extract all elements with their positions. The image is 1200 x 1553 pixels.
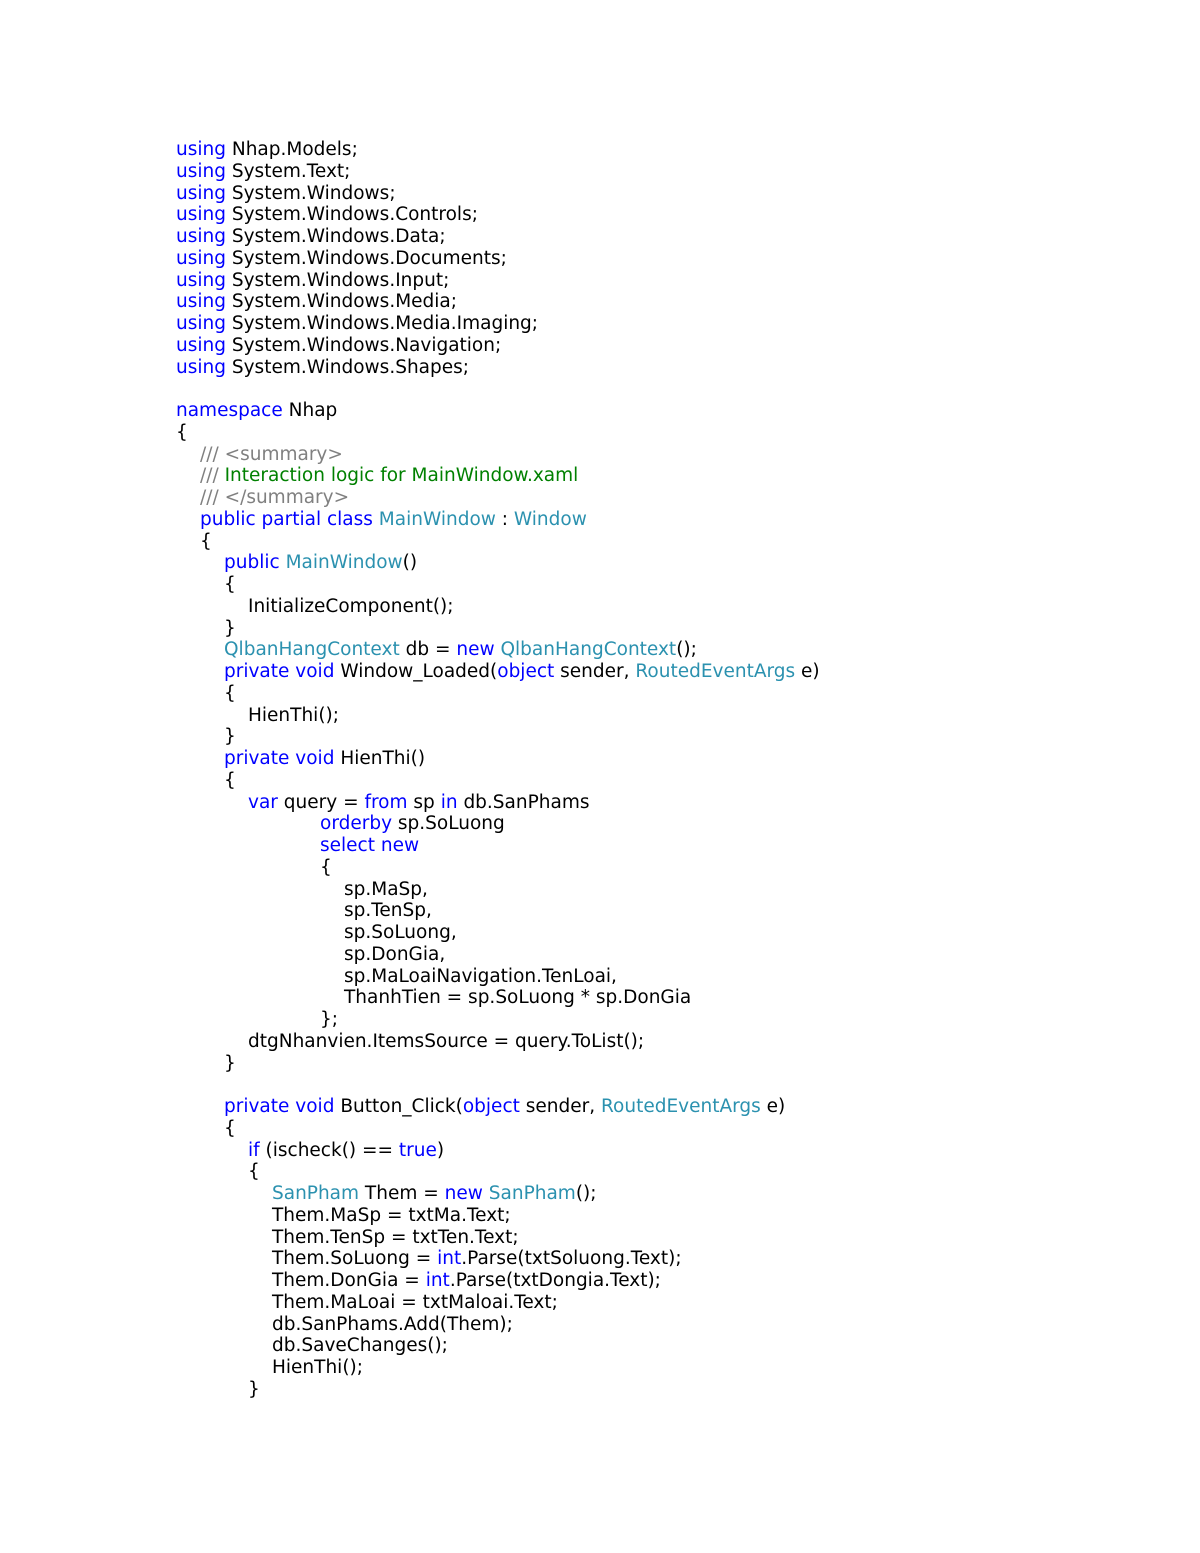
code-line [176, 1270, 1156, 1292]
code-line [176, 422, 1156, 444]
code-keyword: using [176, 182, 226, 204]
code-line [176, 444, 1156, 466]
code-line [176, 748, 1156, 770]
code-text: { [224, 769, 236, 791]
code-keyword: using [176, 204, 226, 226]
code-line [176, 1357, 1156, 1379]
code-xmldoc: /// [200, 465, 219, 487]
code-line [176, 509, 1156, 531]
code-line [176, 357, 1156, 379]
code-text: ) [436, 1139, 445, 1161]
code-keyword: if [248, 1139, 260, 1161]
code-line [176, 1118, 1156, 1140]
code-keyword: object [497, 661, 555, 682]
code-text: sender, [554, 661, 636, 682]
code-line [176, 922, 1156, 944]
code-text: { [248, 1161, 260, 1183]
code-keyword: using [176, 139, 226, 160]
code-line [176, 639, 1156, 661]
code-text: sp.MaLoaiNavigation.TenLoai, [344, 965, 617, 987]
code-text: System.Windows.Media; [225, 291, 457, 313]
code-line [176, 1096, 1156, 1118]
blank-line [176, 1074, 1156, 1096]
code-line [176, 705, 1156, 727]
code-text: Them = [359, 1183, 445, 1204]
code-text: } [224, 1052, 236, 1074]
code-text: sp.SoLuong, [344, 922, 457, 943]
code-type-name: QlbanHangContext [224, 639, 400, 661]
code-line [176, 465, 1156, 487]
code-line [176, 335, 1156, 357]
code-line [176, 270, 1156, 292]
code-text: Them.DonGia = [272, 1270, 426, 1291]
code-text: System.Windows.Media.Imaging; [225, 313, 539, 334]
code-type-name: Window [513, 508, 587, 530]
code-text: (); [676, 639, 697, 661]
code-text: db.SanPhams [457, 791, 590, 813]
code-keyword: using [176, 269, 226, 291]
code-text: System.Windows; [225, 182, 396, 204]
code-type-name: RoutedEventArgs [601, 1096, 761, 1117]
code-text: }; [320, 1009, 339, 1030]
code-line [176, 835, 1156, 857]
code-keyword: select new [320, 835, 420, 856]
code-text: HienThi() [334, 748, 426, 769]
code-text: db.SanPhams.Add(Them); [272, 1313, 513, 1335]
code-keyword: int [425, 1270, 450, 1291]
code-keyword: in [440, 791, 458, 813]
code-keyword: from [364, 791, 408, 813]
code-line [176, 487, 1156, 509]
code-text: { [320, 856, 332, 878]
code-text: dtgNhanvien.ItemsSource = query.ToList(); [248, 1030, 645, 1052]
code-xmldoc: /// <summary> [200, 443, 343, 465]
code-line [176, 770, 1156, 792]
code-keyword: new [444, 1183, 483, 1204]
code-keyword: namespace [176, 400, 283, 421]
code-keyword: orderby [320, 813, 393, 835]
code-text: System.Text; [225, 160, 351, 182]
code-type-name: RoutedEventArgs [635, 661, 796, 682]
code-text: sp.SoLuong [392, 813, 505, 835]
code-line [176, 792, 1156, 814]
code-comment: Interaction logic for MainWindow.xaml [218, 465, 579, 487]
code-text: System.Windows.Data; [225, 226, 446, 247]
code-text: (ischeck() == [259, 1139, 399, 1161]
code-line [176, 683, 1156, 705]
code-line [176, 1379, 1156, 1401]
code-text: Window_Loaded( [334, 661, 498, 682]
code-line [176, 726, 1156, 748]
code-keyword: using [176, 291, 226, 313]
code-line [176, 1031, 1156, 1053]
code-keyword: public [224, 552, 280, 574]
code-text: e) [760, 1096, 786, 1117]
code-xmldoc: /// </summary> [200, 487, 350, 508]
code-text: { [224, 682, 236, 704]
code-line [176, 531, 1156, 553]
code-keyword: private void [224, 1096, 335, 1117]
code-text: HienThi(); [248, 704, 339, 726]
code-keyword: true [398, 1139, 437, 1161]
code-line [176, 944, 1156, 966]
code-text: Nhap.Models; [225, 139, 358, 160]
code-keyword: using [176, 334, 226, 356]
code-text: System.Windows.Navigation; [225, 334, 502, 356]
code-text: Them.SoLuong = [272, 1248, 438, 1270]
code-line [176, 183, 1156, 205]
code-line [176, 987, 1156, 1009]
code-text: db.SaveChanges(); [272, 1335, 448, 1357]
code-text: { [176, 421, 188, 443]
code-text: System.Windows.Shapes; [225, 356, 469, 378]
code-text: System.Windows.Documents; [225, 247, 507, 269]
code-text: sender, [519, 1096, 601, 1117]
code-text: Button_Click( [334, 1096, 463, 1117]
code-type-name: SanPham [272, 1183, 360, 1204]
code-line [176, 596, 1156, 618]
code-text: (); [575, 1183, 597, 1204]
code-keyword: using [176, 313, 226, 334]
code-line [176, 552, 1156, 574]
code-line [176, 313, 1156, 335]
code-line [176, 1227, 1156, 1249]
code-text: query = [277, 791, 365, 813]
code-text: .Parse(txtDongia.Text); [449, 1270, 661, 1291]
code-line [176, 248, 1156, 270]
code-listing [176, 139, 1156, 1401]
code-keyword: public partial class [200, 508, 373, 530]
code-line [176, 1183, 1156, 1205]
code-line [176, 1248, 1156, 1270]
code-line [176, 857, 1156, 879]
code-text: System.Windows.Input; [225, 269, 450, 291]
code-text: sp.MaSp, [344, 878, 428, 900]
code-line [176, 226, 1156, 248]
code-type-name: QlbanHangContext [500, 639, 677, 661]
code-text: ThanhTien = sp.SoLuong * sp.DonGia [344, 987, 692, 1009]
code-line [176, 291, 1156, 313]
code-text: db = [399, 639, 457, 661]
code-line [176, 400, 1156, 422]
code-text: InitializeComponent(); [248, 595, 454, 617]
code-line [176, 813, 1156, 835]
code-line [176, 1335, 1156, 1357]
code-keyword: new [456, 639, 495, 661]
code-text: Them.MaSp = txtMa.Text; [272, 1204, 511, 1226]
code-line [176, 139, 1156, 161]
code-text: sp [407, 791, 441, 813]
code-text: Them.TenSp = txtTen.Text; [272, 1226, 519, 1248]
code-line [176, 1053, 1156, 1075]
code-keyword: private void [224, 661, 335, 682]
code-line [176, 1140, 1156, 1162]
code-keyword: using [176, 356, 226, 378]
code-type-name: MainWindow [285, 552, 403, 574]
code-text: sp.DonGia, [344, 943, 446, 965]
code-line [176, 204, 1156, 226]
code-text: HienThi(); [272, 1357, 363, 1378]
code-keyword: var [248, 791, 278, 813]
code-keyword: using [176, 247, 226, 269]
code-text: } [224, 726, 236, 748]
code-line [176, 1205, 1156, 1227]
code-line [176, 1292, 1156, 1314]
code-text: () [402, 552, 418, 574]
code-text: { [200, 530, 212, 552]
code-keyword: int [437, 1248, 462, 1270]
code-line [176, 900, 1156, 922]
code-type-name: MainWindow [378, 508, 496, 530]
code-line [176, 1161, 1156, 1183]
code-line [176, 879, 1156, 901]
code-text: } [248, 1378, 260, 1400]
code-keyword: object [462, 1096, 520, 1117]
blank-line [176, 378, 1156, 400]
code-line [176, 1009, 1156, 1031]
code-text: .Parse(txtSoluong.Text); [461, 1248, 682, 1270]
code-line [176, 1314, 1156, 1336]
code-text: } [224, 617, 236, 639]
code-type-name: SanPham [488, 1183, 576, 1204]
code-line [176, 661, 1156, 683]
code-text: System.Windows.Controls; [225, 204, 478, 226]
code-text: { [224, 1117, 236, 1139]
code-keyword: using [176, 160, 226, 182]
code-line [176, 618, 1156, 640]
code-text: { [224, 574, 236, 595]
code-text: Them.MaLoai = txtMaloai.Text; [272, 1291, 558, 1313]
code-line [176, 574, 1156, 596]
code-line [176, 161, 1156, 183]
code-keyword: using [176, 226, 226, 247]
code-text: : [495, 508, 514, 530]
code-keyword: private void [224, 748, 335, 769]
code-line [176, 966, 1156, 988]
code-text: Nhap [282, 400, 338, 421]
code-text: sp.TenSp, [344, 900, 432, 922]
code-text: e) [795, 661, 820, 682]
